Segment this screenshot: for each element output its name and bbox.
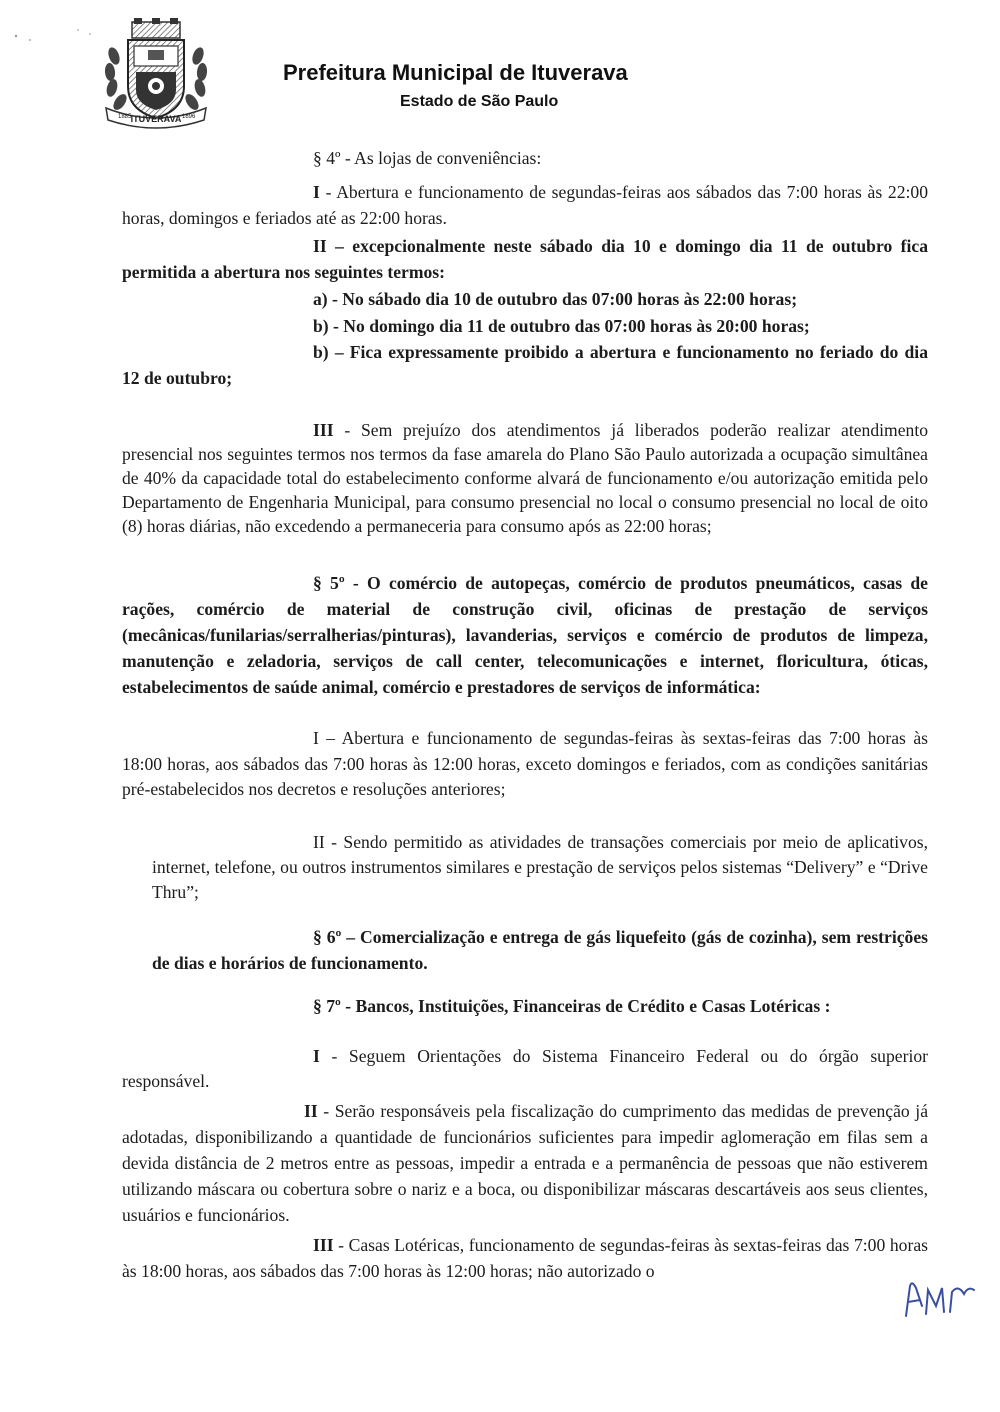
page-title: Prefeitura Municipal de Ituverava: [283, 60, 628, 85]
section-7-heading: § 7º - Bancos, Instituições, Financeiras de Crédito e Casas Lotéricas :: [313, 996, 831, 1016]
crest-banner-text: ITUVERAVA: [130, 114, 182, 124]
section-5-heading: § 5º - O comércio de autopeças, comércio de produtos pneumáticos, casas de rações, comércio de material de construção civil, oficinas de prestação de serviços (mecânicas/funilarias/serralherias/pinturas), lavanderias, serviços e comércio de produtos de limpeza, manutenção e zeladoria, serviços de call center, telecomunicações e internet, floricultura, óticas, estabelecimentos de saúde animal, comércio e prestadores de serviços de informática:: [122, 573, 928, 697]
item-numeral: III: [313, 1235, 334, 1255]
handwritten-initials-signature: [900, 1276, 978, 1320]
section-7-item-II: [122, 1098, 928, 1228]
item-numeral: I: [313, 1046, 320, 1066]
section-5-item-II: II - Sendo permitido as atividades de transações comerciais por meio de aplicativos, internet, telefone, ou outros instrumentos similares e prestação de serviços pelos sistemas “Delivery” e “Drive Thru”;: [152, 832, 928, 902]
section-4-item-III: [122, 418, 928, 538]
item-numeral: I: [313, 182, 320, 202]
item-text: - Abertura e funcionamento de segundas-feiras aos sábados das 7:00 horas às 22:00 horas, domingos e feriados até as 22:00 horas.: [122, 182, 928, 228]
page-subtitle: Estado de São Paulo: [400, 93, 559, 110]
item-text: - Serão responsáveis pela fiscalização do cumprimento das medidas de prevenção já adotadas, disponibilizando a quantidade de funcionários suficientes para impedir aglomeração em filas sem a devida distância de 2 metros entre as pessoas, impedir a entrada e a permanência de pessoas que não estiverem utilizando máscara ou cobertura sobre o nariz e a boca, ou disponibilizar máscaras descartáveis aos seus clientes, usuários e funcionários.: [122, 1101, 928, 1225]
scan-specks: [8, 24, 98, 44]
section-4-item-II-b1: b) - No domingo dia 11 de outubro das 07:00 horas às 20:00 horas;: [313, 316, 810, 336]
section-5-item-I: I – Abertura e funcionamento de segundas-feiras às sextas-feiras das 7:00 horas às 18:00 horas, aos sábados das 7:00 horas às 12:00 horas, exceto domingos e feriados, com as condições sanitárias pré-estabelecidos nos decretos e resoluções anteriores;: [122, 728, 928, 799]
section-4-item-II-b2: b) – Fica expressamente proibido a abertura e funcionamento no feriado do dia 12 de outubro;: [122, 342, 928, 388]
section-7-item-I: [122, 1044, 928, 1094]
item-text: - Sem prejuízo dos atendimentos já liberados poderão realizar atendimento presencial nos seguintes termos nos termos da fase amarela do Plano São Paulo autorizada a ocupação simultânea de 40% da capacidade total do estabelecimento conforme alvará de funcionamento e/ou autorização emitida pelo Departamento de Engenharia Municipal, para consumo presencial no local o consumo presencial no local de oito (8) horas diárias, não excedendo a permaneceria para consumo após as 22:00 horas;: [122, 420, 928, 536]
section-4-item-II-a: a) - No sábado dia 10 de outubro das 07:00 horas às 22:00 horas;: [313, 289, 798, 309]
item-numeral: II: [304, 1101, 318, 1121]
crest-year-right: 1896: [182, 114, 196, 120]
section-6-heading: § 6º – Comercialização e entrega de gás liquefeito (gás de cozinha), sem restrições de dias e horários de funcionamento.: [152, 927, 928, 973]
crest-year-left: 1885: [118, 114, 132, 120]
section-4-item-II: II – excepcionalmente neste sábado dia 10 e domingo dia 11 de outubro fica permitida a abertura nos seguintes termos:: [122, 236, 928, 282]
item-text: - Casas Lotéricas, funcionamento de segundas-feiras às sextas-feiras das 7:00 horas às 18:00 horas, aos sábados das 7:00 horas às 12:00 horas; não autorizado o: [122, 1235, 928, 1281]
section-7-item-III: [122, 1232, 928, 1284]
municipal-crest-logo: [100, 16, 212, 132]
item-numeral: III: [313, 420, 334, 440]
section-4-heading: § 4º - As lojas de conveniências:: [313, 148, 542, 168]
item-text: - Seguem Orientações do Sistema Financeiro Federal ou do órgão superior responsável.: [122, 1046, 928, 1091]
section-4-item-I: [122, 180, 928, 231]
